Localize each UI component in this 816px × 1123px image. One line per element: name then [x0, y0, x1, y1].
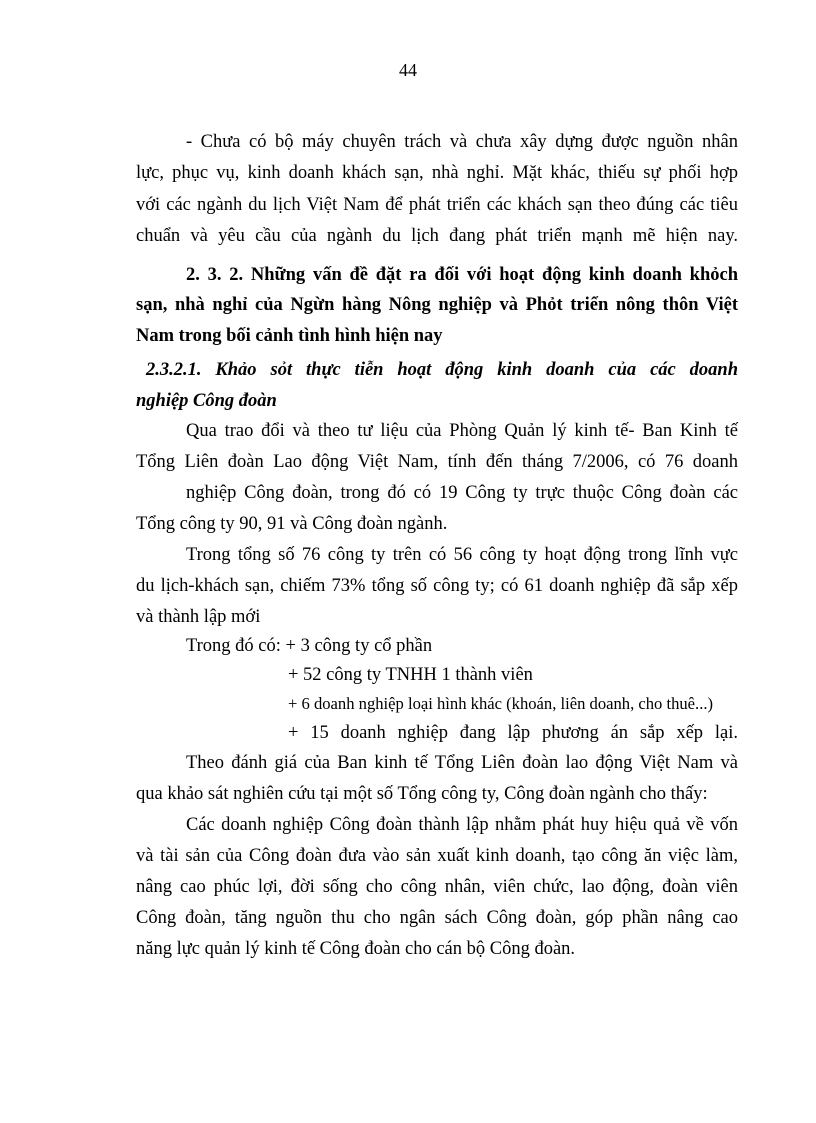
- list-line: + 52 công ty TNHH 1 thành viên: [288, 665, 533, 685]
- text-line: du lịch-khách sạn, chiếm 73% tổng số công ty; có 61 doanh nghiệp đã sắp xếp: [136, 576, 738, 596]
- text-line: Qua trao đổi và theo tư liệu của Phòng Quản lý kinh tế- Ban Kinh tế: [186, 421, 738, 441]
- subsection-heading-line: 2.3.2.1. Khảo sỏt thực tiễn hoạt động kinh doanh của các doanh: [146, 360, 738, 380]
- page-number: 44: [399, 60, 417, 80]
- text-line: lực, phục vụ, kinh doanh khách sạn, nhà nghỉ. Mặt khác, thiếu sự phối hợp: [136, 163, 738, 183]
- section-heading-line: 2. 3. 2. Những vấn đề đặt ra đối với hoạt động kinh doanh khỏch: [186, 265, 738, 285]
- text-line: qua khảo sát nghiên cứu tại một số Tổng công ty, Công đoàn ngành cho thấy:: [136, 784, 708, 804]
- text-line: Công đoàn, tăng nguồn thu cho ngân sách Công đoàn, góp phần nâng cao: [136, 908, 738, 928]
- list-line: + 6 doanh nghiệp loại hình khác (khoán, liên doanh, cho thuê...): [288, 694, 714, 713]
- text-line: chuẩn và yêu cầu của ngành du lịch đang phát triển mạnh mẽ hiện nay.: [136, 226, 738, 246]
- text-line: Các doanh nghiệp Công đoàn thành lập nhằm phát huy hiệu quả về vốn: [186, 815, 738, 835]
- text-line: nâng cao phúc lợi, đời sống cho công nhân, viên chức, lao động, đoàn viên: [136, 877, 738, 897]
- text-line: Trong tổng số 76 công ty trên có 56 công ty hoạt động trong lĩnh vực: [186, 545, 738, 565]
- text-line: nghiệp Công đoàn, trong đó có 19 Công ty trực thuộc Công đoàn các: [186, 483, 738, 503]
- text-line: và tài sản của Công đoàn đưa vào sản xuất kinh doanh, tạo công ăn việc làm,: [136, 846, 738, 866]
- text-line: Theo đánh giá của Ban kinh tế Tổng Liên đoàn lao động Việt Nam và: [186, 753, 738, 773]
- text-line: và thành lập mới: [136, 607, 261, 627]
- section-heading-line: Nam trong bối cảnh tình hình hiện nay: [136, 326, 443, 346]
- text-line: - Chưa có bộ máy chuyên trách và chưa xây dựng được nguồn nhân: [186, 132, 738, 152]
- section-heading-line: sạn, nhà nghỉ của Ngừn hàng Nông nghiệp và Phỏt triển nông thôn Việt: [136, 295, 738, 315]
- text-line: Tổng Liên đoàn Lao động Việt Nam, tính đến tháng 7/2006, có 76 doanh: [136, 452, 738, 472]
- text-line: Tổng công ty 90, 91 và Công đoàn ngành.: [136, 514, 448, 534]
- list-line: + 15 doanh nghiệp đang lập phương án sắp xếp lại.: [288, 723, 738, 743]
- text-line: với các ngành du lịch Việt Nam để phát triển các khách sạn theo đúng các tiêu: [136, 195, 738, 215]
- list-line: Trong đó có: + 3 công ty cổ phần: [186, 636, 433, 656]
- text-line: năng lực quản lý kinh tế Công đoàn cho cán bộ Công đoàn.: [136, 939, 576, 959]
- subsection-heading-line: nghiệp Công đoàn: [136, 391, 277, 411]
